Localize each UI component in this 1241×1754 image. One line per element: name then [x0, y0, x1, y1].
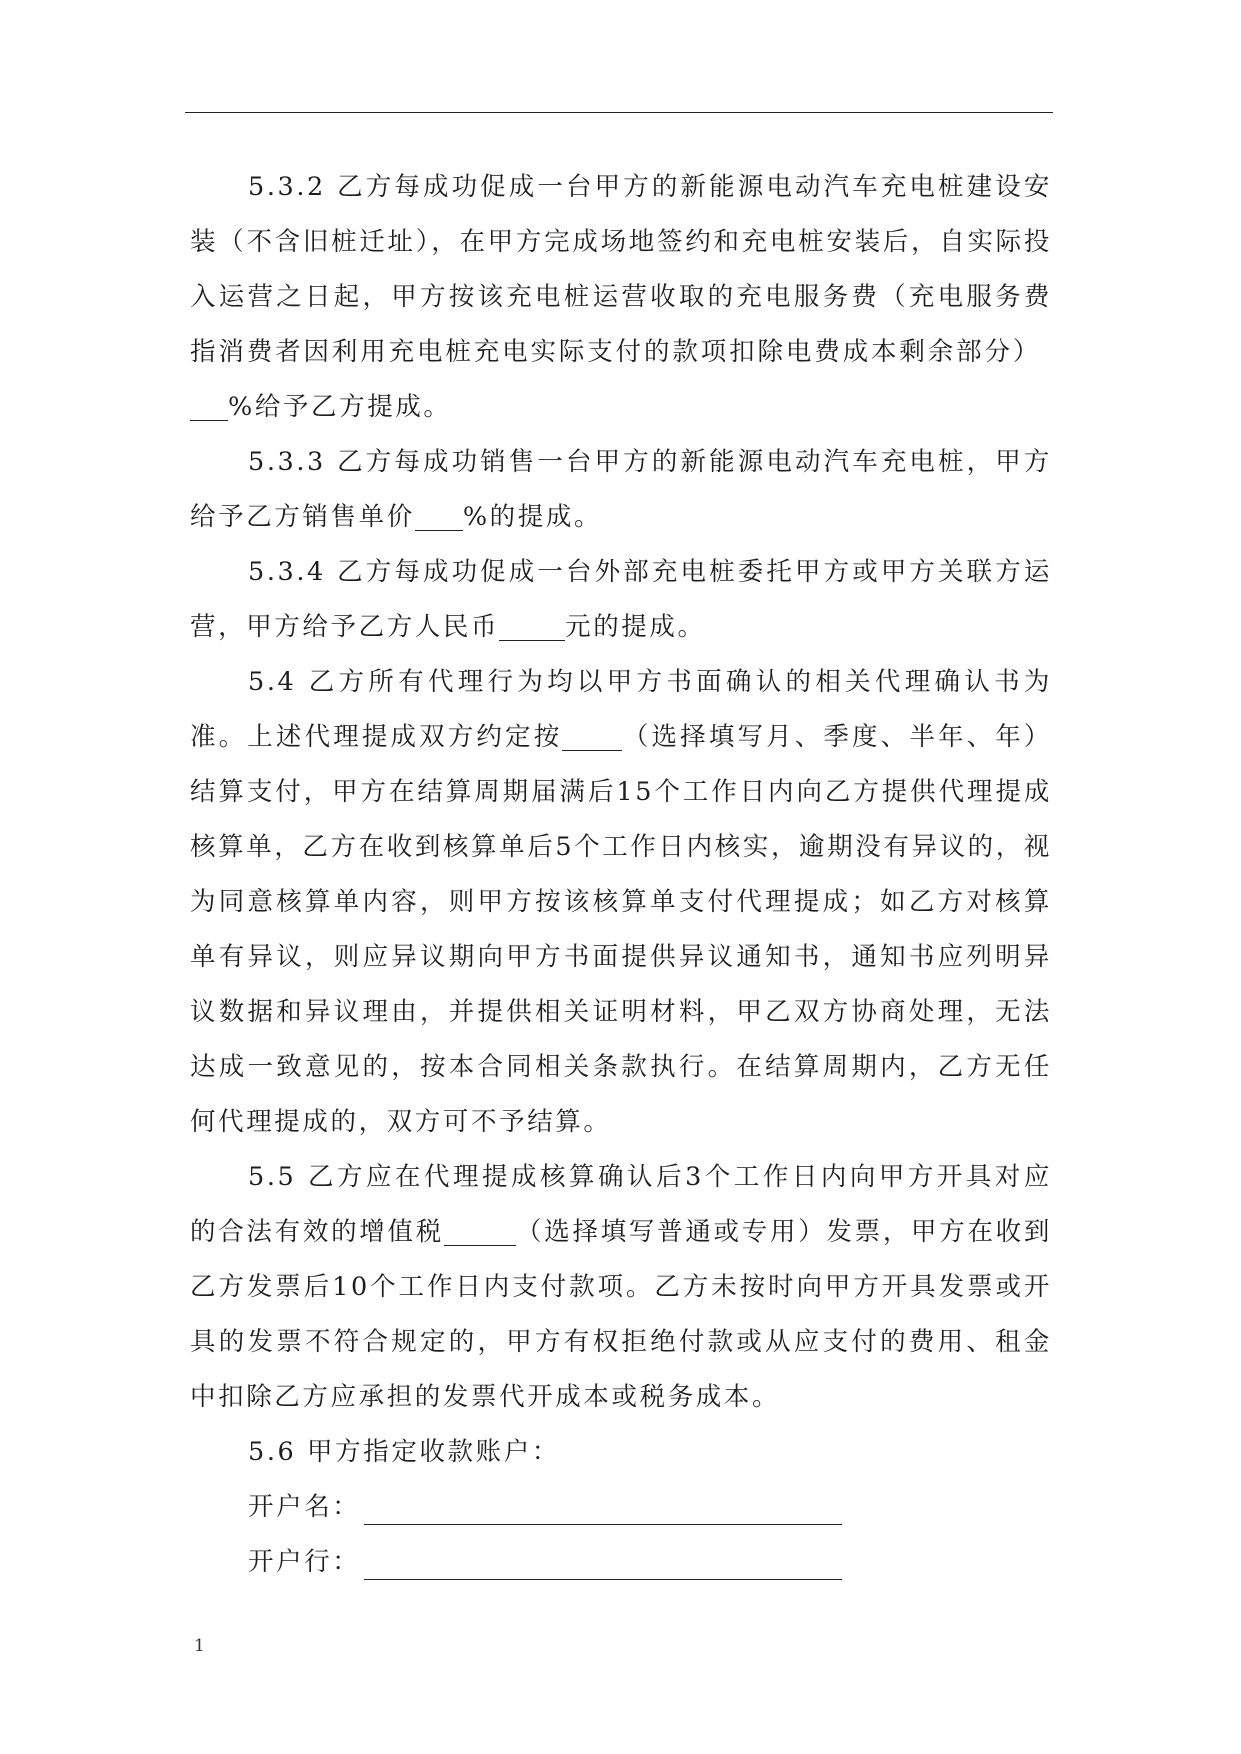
- clause-5-4: [190, 655, 1052, 1150]
- account-bank-row: [190, 1535, 1052, 1590]
- account-bank-field[interactable]: [364, 1552, 842, 1580]
- account-name-row: [190, 1480, 1052, 1535]
- page-number: 1: [194, 1636, 205, 1656]
- clause-5-3-3-text: 5.3.3 乙方每成功销售一台甲方的新能源电动汽车充电桩，甲方给予乙方销售单价: [190, 447, 1052, 532]
- header-rule: [185, 112, 1053, 113]
- commission-percent-blank[interactable]: [190, 393, 228, 421]
- clause-5-5: [190, 1150, 1052, 1425]
- sales-percent-blank[interactable]: [415, 503, 463, 531]
- account-bank-label: 开户行：: [248, 1547, 361, 1577]
- clause-5-4-text: 5.4 乙方所有代理行为均以甲方书面确认的相关代理确认书为准。上述代理提成双方约定按: [190, 667, 1052, 752]
- clause-5-3-4-tail: 元的提成。: [565, 612, 706, 642]
- clause-5-3-2: [190, 160, 1052, 435]
- clause-5-3-4: [190, 545, 1052, 655]
- account-name-label: 开户名：: [248, 1492, 361, 1522]
- clause-5-5-text: 5.5 乙方应在代理提成核算确认后3个工作日内向甲方开具对应的合法有效的增值税: [190, 1162, 1052, 1247]
- clause-5-3-2-text: 5.3.2 乙方每成功促成一台甲方的新能源电动汽车充电桩建设安装（不含旧桩迁址），在甲方完成场地签约和充电桩安装后，自实际投入运营之日起，甲方按该充电桩运营收取的充电服务费（充电服务费指消费者因利用充电桩充电实际支付的款项扣除电费成本剩余部分）: [190, 172, 1052, 367]
- rmb-amount-blank[interactable]: [499, 613, 565, 641]
- clause-5-3-3-tail: %的提成。: [462, 502, 603, 532]
- clause-5-3-3: [190, 435, 1052, 545]
- clause-5-6: 5.6 甲方指定收款账户：: [248, 1437, 560, 1467]
- settlement-period-blank[interactable]: [562, 723, 622, 751]
- invoice-type-blank[interactable]: [444, 1218, 516, 1246]
- account-name-field[interactable]: [364, 1497, 842, 1525]
- clause-5-5-tail: （选择填写普通或专用）发票，甲方在收到乙方发票后10个工作日内支付款项。乙方未按时向甲方开具发票或开具的发票不符合规定的，甲方有权拒绝付款或从应支付的费用、租金中扣除乙方应承担的发票代开成本或税务成本。: [190, 1217, 1053, 1412]
- document-body: [190, 160, 1052, 1590]
- clause-5-3-4-text: 5.3.4 乙方每成功促成一台外部充电桩委托甲方或甲方关联方运营，甲方给予乙方人民币: [190, 557, 1052, 642]
- clause-5-4-tail: （选择填写月、季度、半年、年）结算支付，甲方在结算周期届满后15个工作日内向乙方提供代理提成核算单，乙方在收到核算单后5个工作日内核实，逾期没有异议的，视为同意核算单内容，则甲方按该核算单支付代理提成；如乙方对核算单有异议，则应异议期向甲方书面提供异议通知书，通知书应列明异议数据和异议理由，并提供相关证明材料，甲乙双方协商处理，无法达成一致意见的，按本合同相关条款执行。在结算周期内，乙方无任何代理提成的，双方可不予结算。: [190, 722, 1052, 1137]
- clause-5-3-2-tail: %给予乙方提成。: [228, 392, 452, 422]
